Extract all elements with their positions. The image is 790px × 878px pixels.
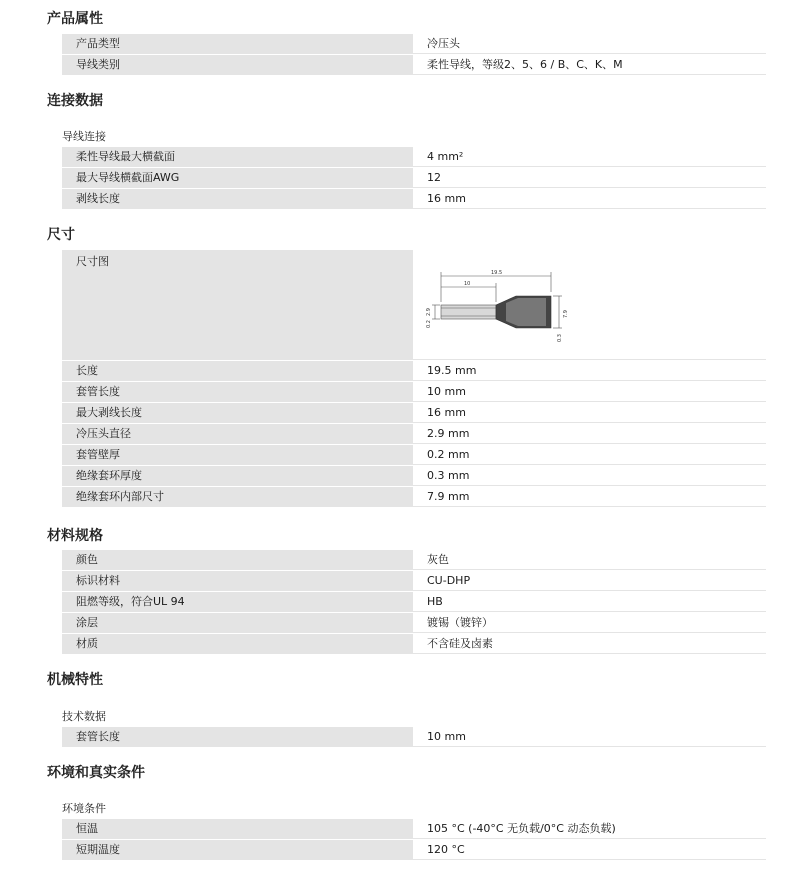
section-title-connection: 连接数据	[47, 93, 103, 109]
row-value: 120 °C	[413, 840, 766, 860]
row-value: CU-DHP	[413, 571, 766, 591]
row-value: 12	[413, 168, 766, 188]
subsection-title-connection: 导线连接	[62, 130, 106, 143]
table-product	[62, 34, 766, 76]
row-value: 灰色	[413, 550, 766, 570]
row-value: 冷压头	[413, 34, 766, 54]
table-row	[62, 424, 766, 445]
dim-wall: 0.2	[426, 320, 432, 328]
row-label: 长度	[62, 361, 413, 381]
row-value: 4 mm²	[413, 147, 766, 167]
row-label: 标识材料	[62, 571, 413, 591]
table-row	[62, 147, 766, 168]
table-material	[62, 550, 766, 655]
dim-collar-inner: 7.9	[563, 310, 569, 318]
row-label: 材质	[62, 634, 413, 654]
table-dimensions	[62, 250, 766, 508]
dim-diameter: 2.9	[426, 308, 432, 316]
dim-collar-wall: 0.3	[557, 334, 563, 342]
dim-overall: 19.5	[491, 270, 503, 276]
table-row	[62, 550, 766, 571]
row-label: 尺寸图	[62, 250, 413, 360]
table-row	[62, 571, 766, 592]
row-value: HB	[413, 592, 766, 612]
table-row	[62, 445, 766, 466]
row-label: 剥线长度	[62, 189, 413, 209]
row-label: 最大导线横截面AWG	[62, 168, 413, 188]
table-row	[62, 727, 766, 748]
row-value: 105 °C (-40°C 无负载/0°C 动态负载)	[413, 819, 766, 839]
table-row	[62, 819, 766, 840]
row-label: 颜色	[62, 550, 413, 570]
row-label: 套管长度	[62, 382, 413, 402]
subsection-title-environment: 环境条件	[62, 802, 106, 815]
row-label: 最大剥线长度	[62, 403, 413, 423]
row-value: 7.9 mm	[413, 487, 766, 507]
ferrule-drawing	[421, 262, 571, 352]
table-row-drawing	[62, 250, 766, 361]
table-row	[62, 189, 766, 210]
row-value: 10 mm	[413, 382, 766, 402]
dim-sleeve: 10	[464, 281, 471, 287]
section-title-product: 产品属性	[47, 11, 103, 27]
table-row	[62, 403, 766, 424]
dimension-drawing	[413, 250, 766, 360]
table-row	[62, 168, 766, 189]
row-label: 冷压头直径	[62, 424, 413, 444]
row-label: 套管长度	[62, 727, 413, 747]
row-label: 恒温	[62, 819, 413, 839]
table-row	[62, 361, 766, 382]
section-title-dimensions: 尺寸	[47, 227, 75, 243]
row-label: 绝缘套环厚度	[62, 466, 413, 486]
row-label: 导线类别	[62, 55, 413, 75]
row-value: 16 mm	[413, 403, 766, 423]
row-label: 短期温度	[62, 840, 413, 860]
table-row	[62, 55, 766, 76]
table-row	[62, 382, 766, 403]
row-label: 套管壁厚	[62, 445, 413, 465]
table-row	[62, 613, 766, 634]
table-row	[62, 466, 766, 487]
row-value: 10 mm	[413, 727, 766, 747]
table-row	[62, 592, 766, 613]
row-value: 19.5 mm	[413, 361, 766, 381]
section-title-mechanical: 机械特性	[47, 672, 103, 688]
table-row	[62, 487, 766, 508]
table-row	[62, 840, 766, 861]
table-mechanical	[62, 727, 766, 748]
row-value: 0.3 mm	[413, 466, 766, 486]
row-value: 2.9 mm	[413, 424, 766, 444]
section-title-environment: 环境和真实条件	[47, 765, 145, 781]
subsection-title-mechanical: 技术数据	[62, 710, 106, 723]
row-value: 柔性导线，等级2、5、6 / B、C、K、M	[413, 55, 766, 75]
row-label: 绝缘套环内部尺寸	[62, 487, 413, 507]
table-row	[62, 34, 766, 55]
row-label: 柔性导线最大横截面	[62, 147, 413, 167]
table-environment	[62, 819, 766, 861]
table-connection	[62, 147, 766, 210]
row-value: 16 mm	[413, 189, 766, 209]
row-label: 产品类型	[62, 34, 413, 54]
table-row	[62, 634, 766, 655]
section-title-material: 材料规格	[47, 528, 103, 544]
row-value: 不含硅及卤素	[413, 634, 766, 654]
row-value: 镀锡（镀锌）	[413, 613, 766, 633]
row-value: 0.2 mm	[413, 445, 766, 465]
row-label: 阻燃等级，符合UL 94	[62, 592, 413, 612]
row-label: 涂层	[62, 613, 413, 633]
